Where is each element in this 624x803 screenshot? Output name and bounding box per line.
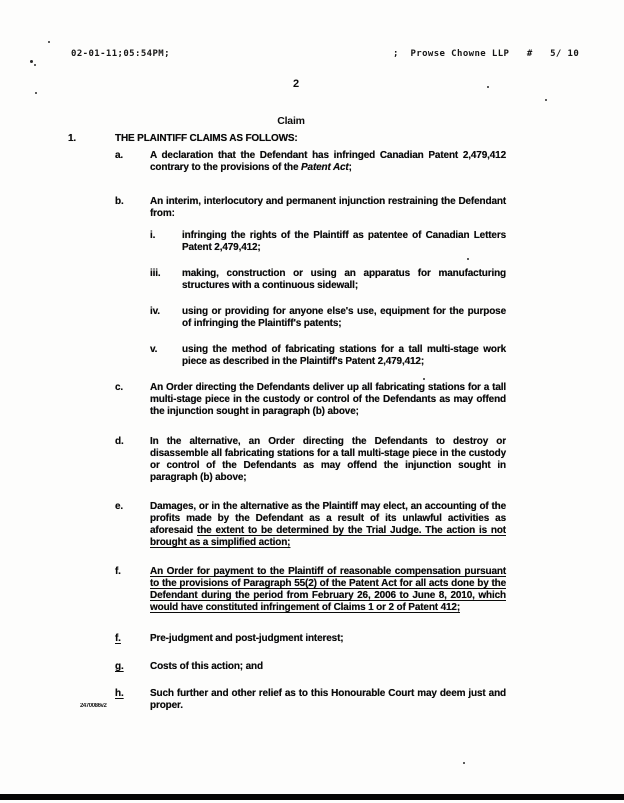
claim-item-f2-label — [115, 633, 150, 645]
claim-subitem-v-text: using the method of fabricating stations for a tall multi-stage work piece as described in the Plaintiff's Patent 2,479,412; — [182, 344, 506, 367]
claim-item-a — [115, 150, 506, 174]
claim-item-h — [115, 688, 506, 712]
page-number: 2 — [292, 78, 300, 90]
scan-speckle — [48, 41, 50, 43]
claim-subitem-iv-label: iv. — [150, 306, 160, 317]
claims-body — [68, 133, 506, 712]
scan-speckle — [423, 378, 425, 380]
claim-subitem-v — [150, 344, 506, 368]
fax-sender-page-info: ; Prowse Chowne LLP # 5/ 10 — [393, 49, 580, 59]
claim-item-c-label: c. — [115, 382, 124, 393]
claim-item-a-text — [150, 150, 506, 174]
claim-subitem-iii — [150, 268, 506, 292]
claim-item-b-label: b. — [115, 196, 124, 207]
claim-subitem-i — [150, 230, 506, 254]
claim-item-e-text-main: Damages, or in the alternative as the Plaintiff may elect, an accounting of the profits made by the Defendant as a result of its unlawful activities as aforesaid — [150, 501, 506, 536]
section-heading: Claim — [277, 115, 305, 127]
claim-subitem-iv-text: using or providing for anyone else's use, equipment for the purpose of infringing the Plaintiff's patents; — [182, 306, 506, 329]
claim-item-e-label: e. — [115, 501, 124, 512]
claim-item-g-text: Costs of this action; and — [150, 661, 263, 672]
claim-item-h-text: Such further and other relief as to this Honourable Court may deem just and proper. — [150, 688, 506, 711]
claim-1-number: 1. — [68, 133, 77, 144]
scan-speckle — [463, 762, 465, 764]
claim-item-b-text: An interim, interlocutory and permanent injunction restraining the Defendant from: — [150, 196, 506, 219]
claim-item-f2 — [115, 633, 506, 645]
claim-subitem-i-label: i. — [150, 230, 156, 241]
document-id: 2470086v2 — [80, 703, 107, 709]
claim-subitem-iv — [150, 306, 506, 330]
claim-item-e-text-underlined: the extent to be determined by the Trial Judge. The action is not brought as a simplified action; — [150, 525, 506, 548]
claim-item-a-text-tail: ; — [348, 162, 352, 173]
claim-item-f1 — [115, 566, 506, 614]
claim-subitem-v-label: v. — [150, 344, 158, 355]
claim-item-g-label — [115, 661, 150, 673]
claim-item-e — [115, 501, 506, 549]
scan-speckle — [34, 64, 36, 66]
claim-item-a-label: a. — [115, 150, 124, 161]
claim-item-g-label-text: g. — [115, 661, 124, 672]
claim-item-d-text: In the alternative, an Order directing the Defendants to destroy or disassemble all fabricating stations for a tall multi-stage piece in the custody or control of the Defendants as may offend the injunction sought in paragraph (b) above; — [150, 436, 506, 483]
scan-speckle — [467, 258, 469, 260]
claim-item-b — [115, 196, 506, 220]
claim-item-e-text — [150, 501, 506, 549]
claim-item-h-label-text: h. — [115, 688, 124, 699]
claim-item-d — [115, 436, 506, 484]
claim-subitem-iii-text: making, construction or using an apparatus for manufacturing structures with a continuous sidewall; — [182, 268, 506, 291]
claim-item-f1-text-underlined: An Order for payment to the Plaintiff of reasonable compensation pursuant to the provisions of Paragraph 55(2) of the Patent Act for all acts done by the Defendant during the period from February 26, 2006 to June 8, 2010, which would have constituted infringement of Claims 1 or 2 of Patent 412; — [150, 566, 506, 613]
claim-item-d-label: d. — [115, 436, 124, 447]
scan-speckle — [487, 86, 489, 88]
claim-subitem-i-text: infringing the rights of the Plaintiff as patentee of Canadian Letters Patent 2,479,412; — [182, 230, 506, 253]
claim-1-row — [68, 133, 506, 145]
claim-item-a-text-main: A declaration that the Defendant has infringed Canadian Patent 2,479,412 contrary to the provisions of the — [150, 150, 506, 173]
scan-speckle — [545, 99, 547, 101]
claim-item-f2-label-text: f. — [115, 633, 121, 644]
claim-item-c-text: An Order directing the Defendants deliver up all fabricating stations for a tall multi-stage piece in the custody or control of the Defendants as may offend the injunction sought in paragraph (b) above; — [150, 382, 506, 417]
claim-1-title: THE PLAINTIFF CLAIMS AS FOLLOWS: — [115, 133, 298, 144]
claim-item-f2-text: Pre-judgment and post-judgment interest; — [150, 633, 344, 644]
scan-speckle — [30, 60, 33, 63]
scan-edge-bar — [0, 794, 624, 800]
scan-speckle — [35, 92, 37, 94]
claim-item-g — [115, 661, 506, 673]
fax-timestamp: 02-01-11;05:54PM; — [71, 49, 170, 59]
claim-item-h-label — [115, 688, 150, 712]
claim-item-f1-text — [150, 566, 506, 614]
claim-item-c — [115, 382, 506, 418]
claim-subitem-iii-label: iii. — [150, 268, 161, 279]
claim-item-a-text-italic: Patent Act — [301, 162, 349, 173]
claim-item-f1-label: f. — [115, 566, 121, 577]
